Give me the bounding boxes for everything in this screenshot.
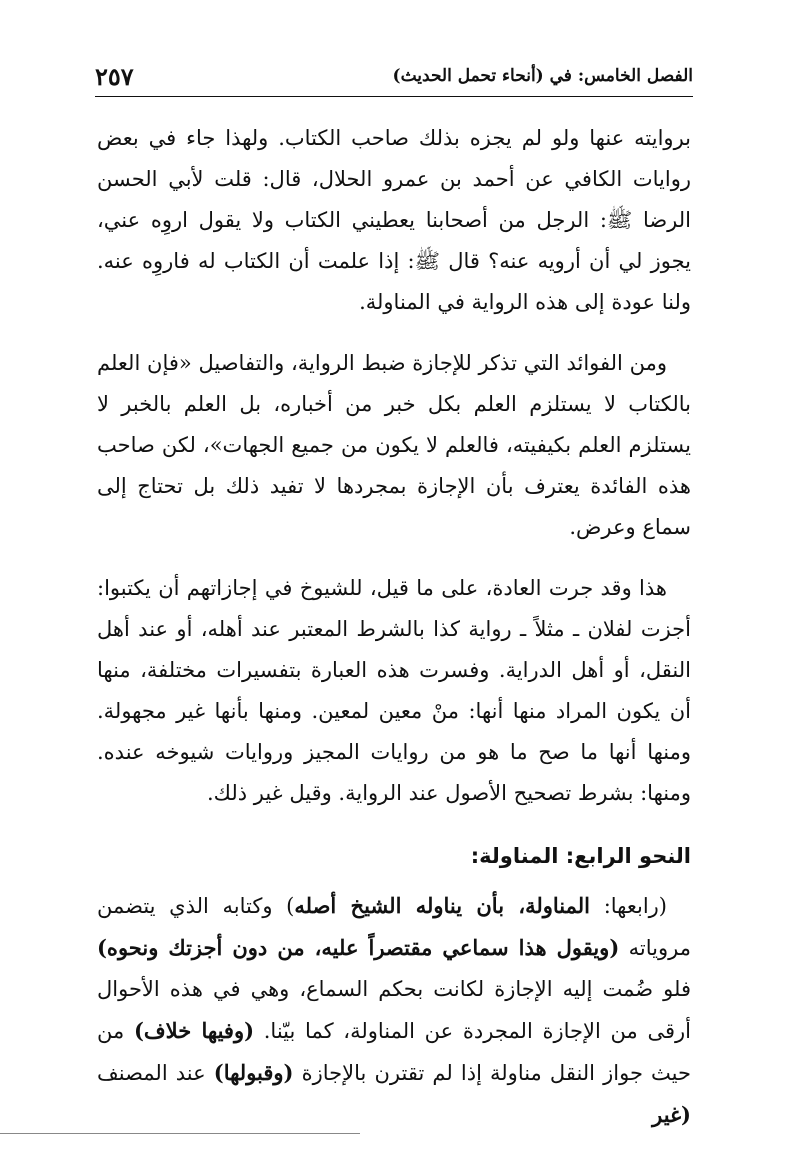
paragraph-1: بروايته عنها ولو لم يجزه بذلك صاحب الكتاب. ولهذا جاء في بعض روايات الكافي عن أحمد بن عمرو الحلال، قال: قلت لأبي الحسن الرضا ﷺ: الرجل من أصحابنا يعطيني الكتاب ولا يقول اروِه عني، يجوز لي أن أرويه عنه؟ قال ﷺ: إذا علمت أن الكتاب له فاروِه عنه. ولنا عودة إلى هذه الرواية في المناولة. <box>97 126 691 314</box>
p4-text-2: ) وكتابه الذي يتضمن مروياته <box>97 894 691 960</box>
header-divider <box>95 96 693 97</box>
p4-bold-3: (وفيها خلاف) <box>133 1018 255 1043</box>
p4-text-4: من حيث جواز النقل مناولة إذا لم تقترن بالإجازة <box>97 1019 691 1085</box>
section-heading: النحو الرابع: المناولة: <box>470 844 691 868</box>
p4-bold-4: (وقبولها) <box>213 1060 294 1085</box>
p4-bold-2: (ويقول هذا سماعي مقتصراً عليه، من دون أجزتك ونحوه) <box>97 935 620 960</box>
p4-text-3: فلو ضُمت إليه الإجازة لكانت بحكم السماع، وهي في هذه الأحوال أرقى من الإجازة المجردة عن المناولة، كما بيّنا. <box>97 977 691 1043</box>
p4-text-5: عند المصنف <box>97 1061 214 1085</box>
running-head: الفصل الخامس: في (أنحاء تحمل الحديث) <box>392 66 693 86</box>
p4-bold-5: (غير <box>652 1102 691 1127</box>
paragraph-4 <box>97 885 691 1136</box>
p4-bold-1: المناولة، بأن يناوله الشيخ أصله <box>294 893 591 918</box>
page-header <box>95 60 693 92</box>
paragraph-2: ومن الفوائد التي تذكر للإجازة ضبط الرواية، والتفاصيل «فإن العلم بالكتاب لا يستلزم العلم بكل خبر من أخباره، بل العلم بالخبر لا يستلزم العلم بكيفيته، فالعلم لا يكون من جميع الجهات»، لكن صاحب هذه الفائدة يعترف بأن الإجازة بمجردها لا تفيد ذلك بل تحتاج إلى سماع وعرض. <box>97 351 691 539</box>
p4-text-1: (رابعها: <box>590 894 667 918</box>
paragraph-3: هذا وقد جرت العادة، على ما قيل، للشيوخ في إجازاتهم أن يكتبوا: أجزت لفلان ـ مثلاً ـ رواية كذا بالشرط المعتبر عند أهله، أو عند أهل النقل، أو أهل الدراية. وفسرت هذه العبارة بتفسيرات مختلفة، منها أن يكون المراد منها أنها: منْ معين لمعين. ومنها بأنها غير مجهولة. ومنها أنها ما صح ما هو من روايات المجيز وروايات شيوخه عنده. ومنها: بشرط تصحيح الأصول عند الرواية. وقيل غير ذلك. <box>97 576 691 805</box>
body-text <box>97 118 691 1156</box>
page-number: ٢٥٧ <box>95 61 134 91</box>
